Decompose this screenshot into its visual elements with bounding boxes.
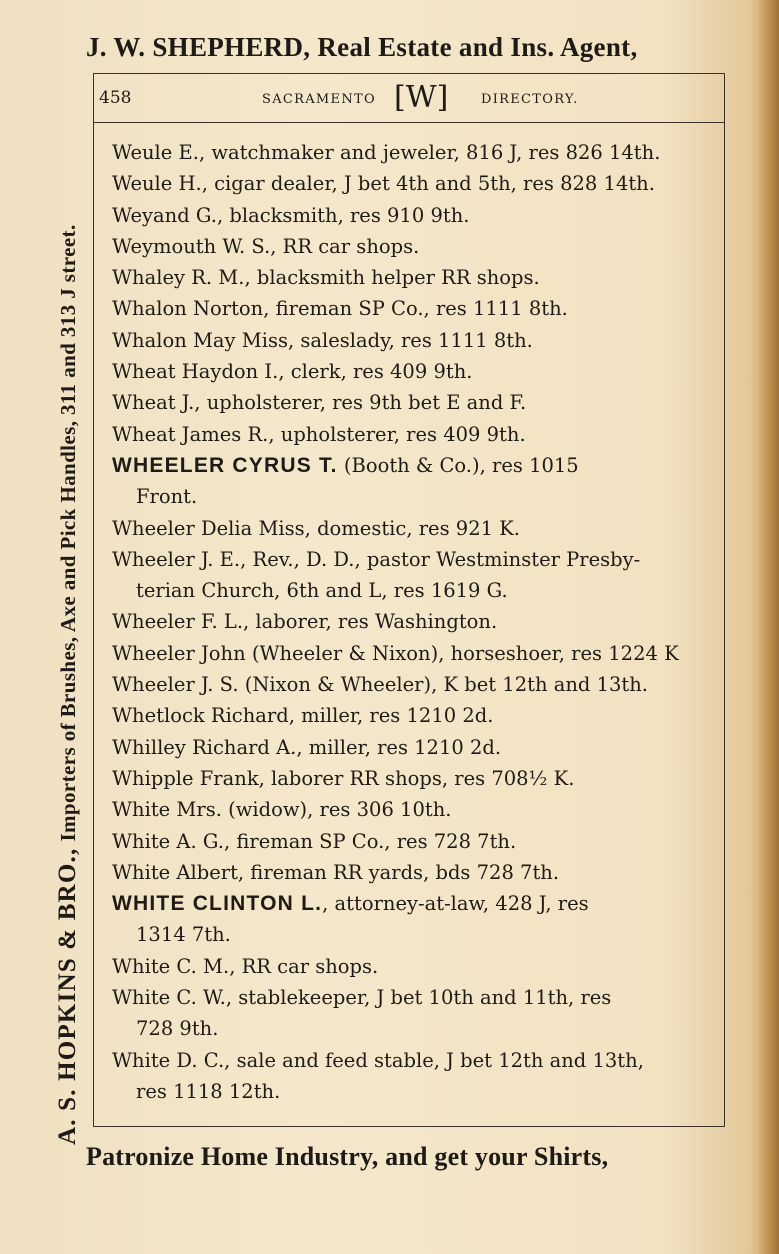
page-number: 458	[99, 88, 132, 108]
entry-line: Wheat Haydon I., clerk, res 409 9th.	[112, 360, 473, 384]
directory-entry	[112, 888, 717, 951]
entry-text: (Booth & Co.), res 1015	[337, 453, 579, 477]
directory-entry	[112, 387, 717, 418]
directory-entry	[112, 826, 717, 857]
entry-line: Wheat J., upholsterer, res 9th bet E and F.	[112, 391, 527, 415]
entry-continuation: res 1118 12th.	[136, 1079, 281, 1103]
entry-line: Wheeler Delia Miss, domestic, res 921 K.	[112, 516, 520, 540]
entry-continuation: 1314 7th.	[136, 923, 231, 947]
entry-continuation: 728 9th.	[136, 1017, 219, 1041]
directory-entry	[112, 1045, 717, 1108]
page-frame	[93, 73, 725, 1127]
entry-line: Wheeler J. S. (Nixon & Wheeler), K bet 12th and 13th.	[112, 673, 648, 697]
entry-line: Weyand G., blacksmith, res 910 9th.	[112, 203, 470, 227]
entry-line: Wheeler F. L., laborer, res Washington.	[112, 610, 498, 634]
entry-line: Whalon Norton, fireman SP Co., res 1111 8th.	[112, 297, 568, 321]
entry-line: White D. C., sale and feed stable, J bet 12th and 13th,	[112, 1048, 644, 1072]
entry-line: Whetlock Richard, miller, res 1210 2d.	[112, 704, 494, 728]
directory-entry	[112, 544, 717, 607]
entry-line: Wheat James R., upholsterer, res 409 9th.	[112, 422, 526, 446]
side-advertisement-text: Importers of Brushes, Axe and Pick Handles, 311 and 313 J street.	[55, 224, 80, 842]
directory-entry	[112, 200, 717, 231]
entry-bold-name: WHEELER CYRUS T.	[112, 453, 338, 477]
running-head-city: SACRAMENTO	[262, 92, 376, 107]
directory-entry	[112, 982, 717, 1045]
entry-text: , attorney-at-law, 428 J, res	[322, 892, 589, 916]
directory-entry	[112, 951, 717, 982]
directory-entry	[112, 450, 717, 513]
entry-line: White C. W., stablekeeper, J bet 10th and 11th, res	[112, 986, 612, 1010]
entry-line: Weule H., cigar dealer, J bet 4th and 5th, res 828 14th.	[112, 172, 655, 196]
directory-entry	[112, 293, 717, 324]
side-advertisement-firm: A. S. HOPKINS & BRO.,	[54, 847, 81, 1145]
entry-line: White Albert, fireman RR yards, bds 728 7th.	[112, 860, 560, 884]
running-head	[94, 74, 724, 123]
page-edge	[759, 0, 779, 1254]
directory-entries	[112, 137, 717, 1107]
entry-line: Whaley R. M., blacksmith helper RR shops.	[112, 266, 540, 290]
directory-entry	[112, 137, 717, 168]
entry-line	[112, 450, 717, 481]
directory-entry	[112, 168, 717, 199]
directory-entry	[112, 763, 717, 794]
entry-line: Weymouth W. S., RR car shops.	[112, 234, 420, 258]
directory-entry	[112, 638, 717, 669]
directory-entry	[112, 356, 717, 387]
section-letter-box: [W]	[394, 80, 449, 115]
directory-entry	[112, 732, 717, 763]
entry-line: White A. G., fireman SP Co., res 728 7th.	[112, 829, 517, 853]
bottom-advertisement: Patronize Home Industry, and get your Shirts,	[86, 1142, 609, 1171]
entry-line: Weule E., watchmaker and jeweler, 816 J, res 826 14th.	[112, 141, 661, 164]
entry-line: Wheeler J. E., Rev., D. D., pastor Westminster Presby-	[112, 547, 641, 571]
directory-entry	[112, 513, 717, 544]
entry-line	[112, 888, 717, 919]
directory-entry	[112, 857, 717, 888]
top-advertisement: J. W. SHEPHERD, Real Estate and Ins. Agent,	[86, 32, 638, 62]
directory-entry	[112, 669, 717, 700]
side-advertisement	[51, 60, 85, 1145]
entry-continuation: terian Church, 6th and L, res 1619 G.	[136, 579, 508, 603]
directory-entry	[112, 794, 717, 825]
directory-entry	[112, 262, 717, 293]
entry-continuation: Front.	[136, 485, 198, 509]
entry-line: Whipple Frank, laborer RR shops, res 708½ K.	[112, 766, 575, 790]
directory-entry	[112, 325, 717, 356]
section-letter: W	[405, 80, 437, 115]
entry-line: Whilley Richard A., miller, res 1210 2d.	[112, 735, 502, 759]
entry-line: Wheeler John (Wheeler & Nixon), horseshoer, res 1224 K	[112, 641, 679, 665]
directory-entry	[112, 700, 717, 731]
entry-bold-name: WHITE CLINTON L.	[112, 892, 323, 916]
entry-line: Whalon May Miss, saleslady, res 1111 8th.	[112, 328, 533, 352]
directory-entry	[112, 231, 717, 262]
entry-line: White C. M., RR car shops.	[112, 954, 379, 978]
directory-entry	[112, 606, 717, 637]
entry-line: White Mrs. (widow), res 306 10th.	[112, 798, 452, 822]
directory-entry	[112, 419, 717, 450]
running-head-label: DIRECTORY.	[481, 92, 579, 107]
